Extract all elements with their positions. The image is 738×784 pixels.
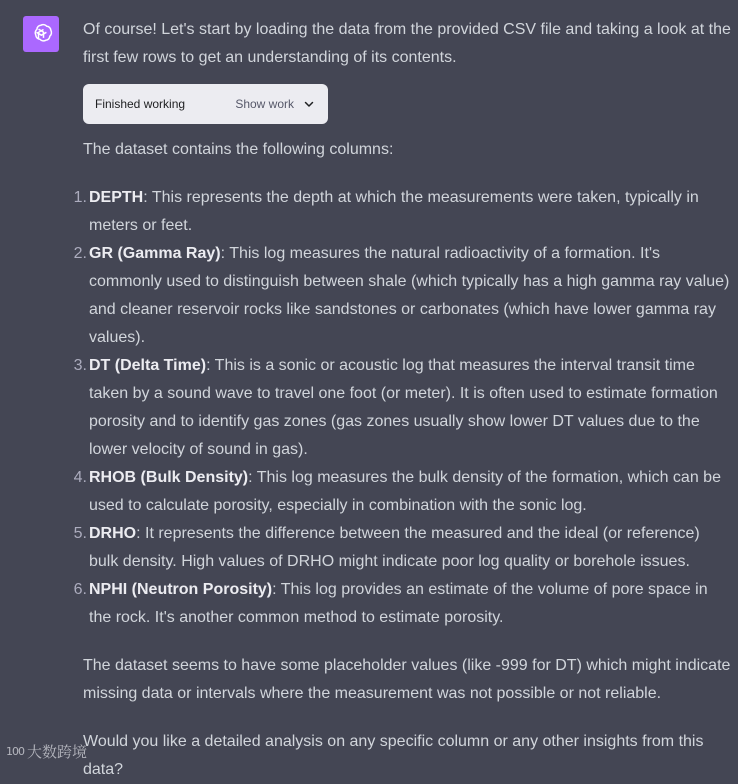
- list-number: 1.: [73, 189, 87, 206]
- watermark: [6, 741, 87, 762]
- follow-up-question: Would you like a detailed analysis on any specific column or any other insights from this data?: [83, 733, 704, 778]
- column-description: : This log measures the bulk density of the formation, which can be used to calculate porosity, especially in combination with the sonic log.: [89, 469, 721, 514]
- work-status-label: Finished working: [95, 97, 186, 111]
- work-status-box[interactable]: [83, 84, 328, 124]
- show-work-label[interactable]: Show work: [235, 97, 294, 111]
- list-item: [73, 576, 733, 632]
- columns-list: [73, 184, 733, 632]
- placeholder-note: The dataset seems to have some placeholder values (like -999 for DT) which might indicate missing data or intervals where the measurement was not possible or not reliable.: [83, 657, 731, 702]
- list-number: 2.: [73, 245, 87, 262]
- column-term: DEPTH: [89, 189, 144, 206]
- column-term: DT (Delta Time): [89, 357, 207, 374]
- column-description: : This log provides an estimate of the volume of pore space in the rock. It's another common method to estimate porosity.: [89, 581, 708, 626]
- column-term: NPHI (Neutron Porosity): [89, 581, 273, 598]
- column-description: : This log measures the natural radioactivity of a formation. It's commonly used to distinguish between shale (which typically has a high gamma ray value) and cleaner reservoir rocks like sandstones or carbonates (which have lower gamma ray values).: [89, 245, 730, 346]
- list-number: 3.: [73, 357, 87, 374]
- list-item: [73, 352, 733, 464]
- list-item: [73, 240, 733, 352]
- watermark-logo: 100: [6, 745, 24, 758]
- assistant-message: [73, 16, 733, 784]
- chevron-down-icon[interactable]: [302, 97, 316, 111]
- column-description: : It represents the difference between the measured and the ideal (or reference) bulk density. High values of DRHO might indicate poor log quality or borehole issues.: [89, 525, 700, 570]
- watermark-text: 大数跨境: [27, 743, 88, 761]
- intro-paragraph: Of course! Let's start by loading the data from the provided CSV file and taking a look at the first few rows to get an understanding of its contents.: [83, 21, 731, 66]
- list-item: [73, 520, 733, 576]
- openai-logo-icon: [29, 22, 53, 46]
- list-number: 4.: [73, 469, 87, 486]
- column-description: : This represents the depth at which the measurements were taken, typically in meters or feet.: [89, 189, 699, 234]
- column-term: DRHO: [89, 525, 137, 542]
- list-item: [73, 464, 733, 520]
- list-number: 6.: [73, 581, 87, 598]
- columns-intro: The dataset contains the following columns:: [83, 141, 394, 158]
- column-description: : This is a sonic or acoustic log that measures the interval transit time taken by a sound wave to travel one foot (or meter). It is often used to estimate formation porosity and to identify gas zones (gas zones usually show lower DT values due to the lower velocity of sound in gas).: [89, 357, 718, 458]
- assistant-avatar: [23, 16, 59, 52]
- list-item: [73, 184, 733, 240]
- list-number: 5.: [73, 525, 87, 542]
- column-term: RHOB (Bulk Density): [89, 469, 249, 486]
- column-term: GR (Gamma Ray): [89, 245, 221, 262]
